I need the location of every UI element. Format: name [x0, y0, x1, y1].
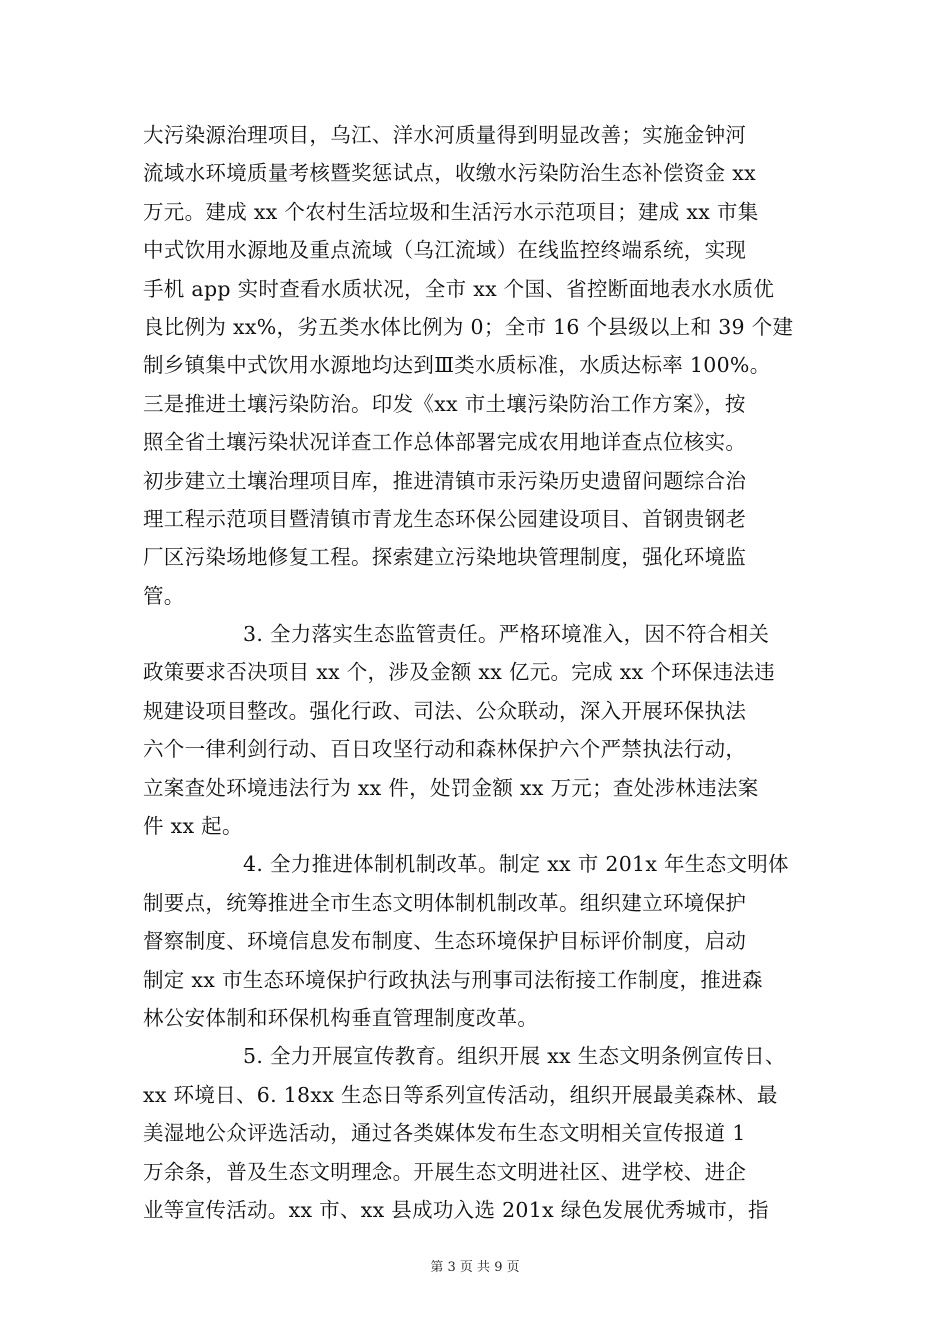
body-text — [143, 116, 823, 1229]
text-line: 照全省土壤污染状况详查工作总体部署完成农用地详查点位核实。 — [143, 430, 747, 455]
text-line: 制定 xx 市生态环境保护行政执法与刑事司法衔接工作制度，推进森 — [143, 967, 763, 992]
text-line: 规建设项目整改。强化行政、司法、公众联动，深入开展环保执法 — [143, 698, 747, 723]
text-line: 中式饮用水源地及重点流域（乌江流域）在线监控终端系统，实现 — [143, 238, 747, 263]
text-line: 万余条，普及生态文明理念。开展生态文明进社区、进学校、进企 — [143, 1159, 747, 1184]
text-line: 大污染源治理项目，乌江、洋水河质量得到明显改善；实施金钟河 — [143, 123, 747, 147]
text-line: 万元。建成 xx 个农村生活垃圾和生活污水示范项目；建成 xx 市集 — [143, 199, 759, 224]
text-line: 六个一律利剑行动、百日攻坚行动和森林保护六个严禁执法行动， — [143, 737, 747, 762]
page-number: 第 3 页 共 9 页 — [430, 1260, 520, 1275]
text-line: 林公安体制和环保机构垂直管理制度改革。 — [143, 1005, 539, 1030]
text-line: xx 环境日、6. 18xx 生态日等系列宣传活动，组织开展最美森林、最 — [143, 1082, 778, 1107]
section-heading-line: 5. 全力开展宣传教育。组织开展 xx 生态文明条例宣传日、 — [243, 1044, 786, 1069]
text-line: 初步建立土壤治理项目库，推进清镇市汞污染历史遗留问题综合治 — [143, 468, 747, 493]
section-heading-line: 4. 全力推进体制机制改革。制定 xx 市 201x 年生态文明体 — [243, 852, 789, 877]
text-line: 厂区污染场地修复工程。探索建立污染地块管理制度，强化环境监 — [143, 545, 747, 570]
text-line: 美湿地公众评选活动，通过各类媒体发布生态文明相关宣传报道 1 — [143, 1121, 746, 1146]
section-heading-line: 3. 全力落实生态监管责任。严格环境准入，因不符合相关 — [243, 622, 770, 647]
text-line: 流域水环境质量考核暨奖惩试点，收缴水污染防治生态补偿资金 xx — [143, 161, 756, 186]
text-line: 件 xx 起。 — [143, 814, 243, 839]
text-line: 政策要求否决项目 xx 个，涉及金额 xx 亿元。完成 xx 个环保违法违 — [143, 660, 776, 685]
text-line: 手机 app 实时查看水质状况，全市 xx 个国、省控断面地表水水质优 — [143, 276, 775, 301]
text-line: 管。 — [143, 583, 185, 608]
text-line: 业等宣传活动。xx 市、xx 县成功入选 201x 绿色发展优秀城市，指 — [143, 1197, 769, 1222]
text-line: 理工程示范项目暨清镇市青龙生态环保公园建设项目、首钢贵钢老 — [143, 506, 747, 531]
text-line: 立案查处环境违法行为 xx 件，处罚金额 xx 万元；查处涉林违法案 — [143, 775, 759, 800]
text-line: 制要点，统筹推进全市生态文明体制机制改革。组织建立环境保护 — [143, 890, 747, 915]
text-line: 制乡镇集中式饮用水源地均达到Ⅲ类水质标准，水质达标率 100%。 — [143, 353, 771, 378]
text-line: 良比例为 xx%，劣五类水体比例为 0；全市 16 个县级以上和 39 个建 — [143, 314, 794, 339]
text-line: 督察制度、环境信息发布制度、生态环境保护目标评价制度，启动 — [143, 929, 747, 954]
text-line: 三是推进土壤污染防治。印发《xx 市土壤污染防治工作方案》，按 — [143, 391, 746, 416]
